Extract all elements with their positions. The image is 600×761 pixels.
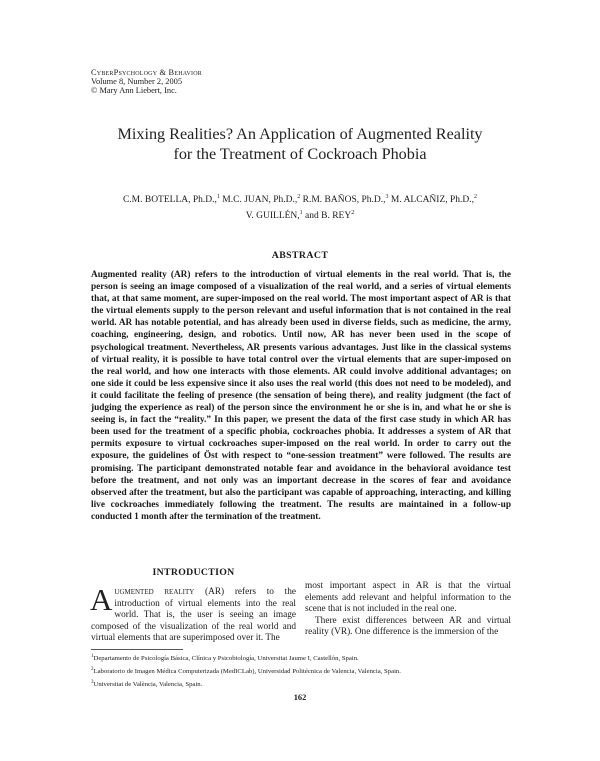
intro-paragraph-2: There exist differences between AR and virtual reality (VR). One difference is the immersion of the [305, 615, 511, 638]
author-affiliation: 3 [385, 194, 389, 200]
journal-copyright: © Mary Ann Liebert, Inc. [91, 86, 177, 96]
paper-title [60, 124, 540, 164]
author-name: V. GUILLÉN, [245, 210, 300, 221]
page-number: 162 [293, 693, 307, 702]
intro-paragraph-1: (AR) refers to the introduction of virtual elements into the real world. That is, the user is seeing an image composed of the visualization of the real world and virtual elements that are superimposed over it. The [91, 587, 296, 644]
author-affiliation: 2 [351, 209, 355, 216]
footnote-text: Departamento de Psicología Básica, Clínica y Psicobiología, Universitat Jaume I, Castellón, Spain. [93, 655, 359, 663]
footnote-rule [91, 649, 183, 650]
intro-paragraph-1-cont: most important aspect in AR is that the virtual elements add relevant and helpful information to the scene that is not included in the real one. [305, 581, 511, 615]
author-name: C.M. BOTELLA, Ph.D., [122, 195, 217, 206]
author-affiliation: 1 [216, 194, 220, 200]
abstract-heading: ABSTRACT [271, 250, 329, 261]
footnote-number: 2 [91, 667, 94, 673]
footnote-number: 3 [91, 680, 94, 686]
journal-name: CyberPsychology & Behavior [91, 68, 202, 77]
author-line-1 [70, 191, 530, 207]
title-line-2: for the Treatment of Cockroach Phobia [173, 145, 427, 163]
drop-cap: A [90, 582, 113, 617]
author-affiliation: 2 [297, 194, 301, 200]
footnote-3 [91, 678, 511, 691]
author-name: M.C. JUAN, Ph.D., [222, 195, 298, 206]
author-list [70, 191, 530, 222]
author-name: R.M. BAÑOS, Ph.D., [302, 195, 386, 206]
journal-volume: Volume 8, Number 2, 2005 [91, 77, 183, 87]
introduction-heading: INTRODUCTION [152, 567, 235, 578]
intro-paragraph-1-start [90, 582, 296, 645]
footnotes [91, 652, 511, 691]
footnote-2 [91, 665, 511, 678]
author-affiliation: 1 [299, 209, 303, 216]
footnote-text: Universitat de València, Valencia, Spain. [93, 681, 203, 689]
title-line-1: Mixing Realities? An Application of Augmented Reality [117, 125, 483, 143]
intro-lead-smallcaps: ugmented reality [114, 587, 195, 597]
footnote-number: 1 [91, 654, 94, 659]
abstract-text: Augmented reality (AR) refers to the introduction of virtual elements in the real world. That is, the person is seeing an image composed of a visualization of the real world, and a series of virtual elements that, at that same moment, are super-imposed on the real world. The most important aspect of AR is that the virtual elements supply to the person relevant and useful information that is not contained in the real world. AR has notable potential, and has already been used in diverse fields, such as medicine, the army, coaching, engineering, design, and robotics. Until now, AR has never been used in the scope of psychological treatment. Nevertheless, AR presents various advantages. Just like in the classical systems of virtual reality, it is possible to have total control over the virtual elements that are super-imposed on the real world, and how one interacts with those elements. AR could involve additional advantages; on one side it could be less expensive since it also uses the real world (this does not need to be modeled), and it could facilitate the feeling of presence (the sensation of being there), and reality judgment (the fact of judging the experience as real) of the person since the environment he or she is in, and what he or she is seeing is, in fact the “reality.” In this paper, we present the data of the first case study in which AR has been used for the treatment of a specific phobia, cockroaches phobia. It addresses a system of AR that permits exposure to virtual cockroaches super-imposed on the real world. In order to carry out the exposure, the guidelines of Öst with respect to “one-session treatment” were followed. The results are promising. The participant demonstrated notable fear and avoidance in the behavioral avoidance test before the treatment, and not only was an important decrease in the scores of fear and avoidance observed after the treatment, but also the participant was capable of approaching, interacting, and killing live cockroaches immediately following the treatment. The results are maintained in a follow-up conducted 1 month after the termination of the treatment. [91, 270, 511, 522]
author-line-2 [70, 207, 530, 223]
author-affiliation: 2 [474, 194, 478, 200]
footnote-1 [91, 652, 511, 665]
footnote-text: Laboratorio de Imagen Médica Computerizada (MedICLab), Universidad Politécnica de Valencia, Valencia, Spain. [93, 668, 401, 676]
intro-column-left [91, 567, 296, 645]
author-name: M. ALCAÑIZ, Ph.D., [390, 195, 475, 206]
intro-column-right [305, 581, 511, 639]
author-name: and B. REY [305, 210, 352, 221]
journal-header [91, 68, 202, 96]
